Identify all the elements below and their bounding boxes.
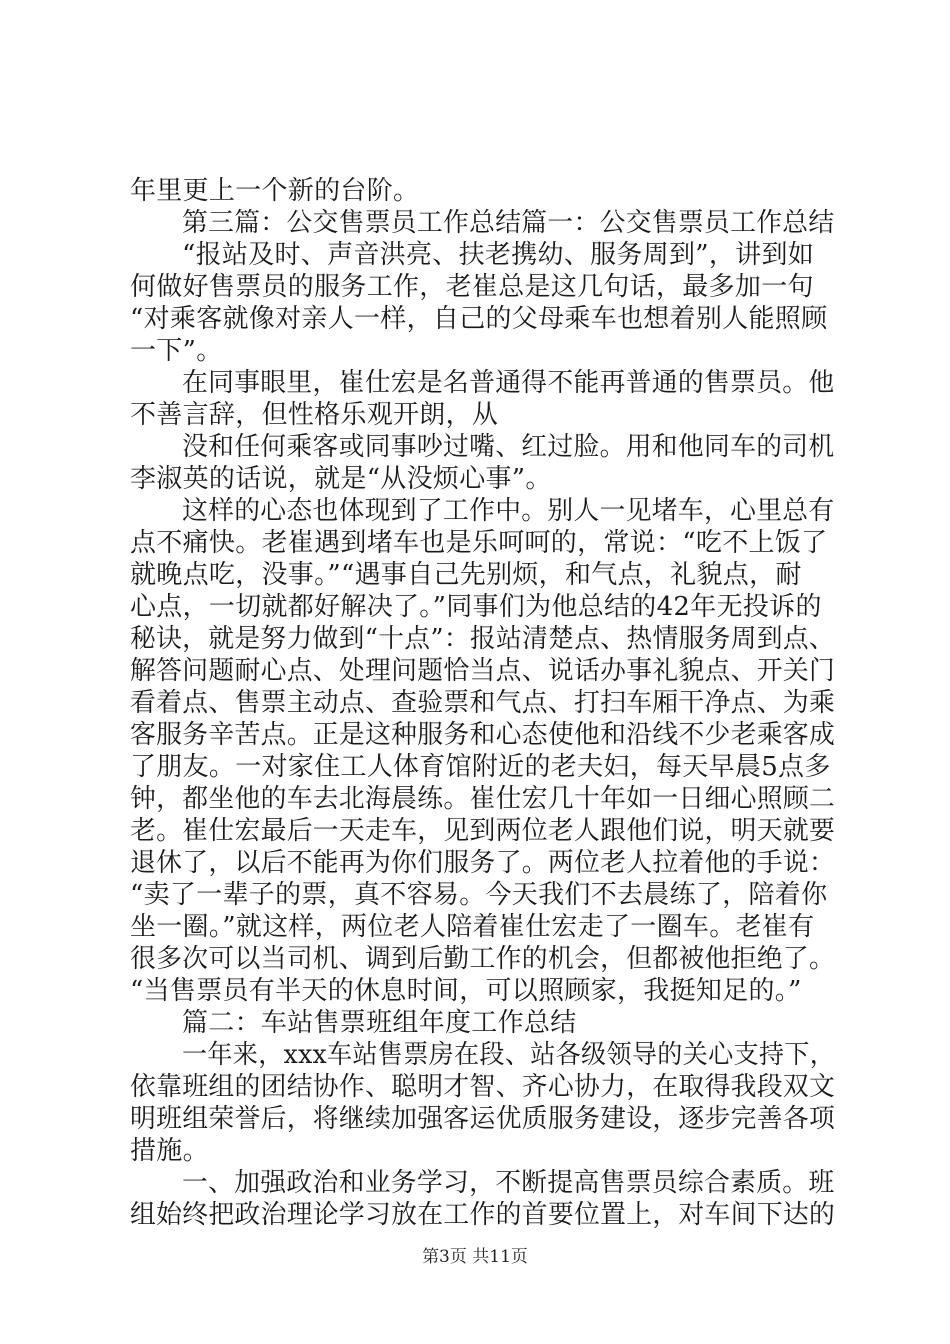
- text-line: 在同事眼里，崔仕宏是名普通得不能再普通的售票员。他: [182, 368, 835, 398]
- text-line: 坐一圈。”就这样，两位老人陪着崔仕宏走了一圈车。老崔有: [130, 912, 815, 942]
- text-line: 客服务辛苦点。正是这种服务和心态使他和沿线不少老乘客成: [130, 720, 836, 750]
- text-line: “卖了一辈子的票，真不容易。今天我们不去晨练了，陪着你: [130, 880, 828, 910]
- section-heading: 第三篇：公交售票员工作总结篇一：公交售票员工作总结: [182, 208, 835, 238]
- text-line: 点不痛快。老崔遇到堵车也是乐呵呵的，常说：“吃不上饭了: [130, 528, 828, 558]
- text-line: 明班组荣誉后，将继续加强客运优质服务建设，逐步完善各项: [130, 1104, 836, 1134]
- text-line: “当售票员有半天的休息时间，可以照顾家，我挺知足的。”: [130, 976, 802, 1006]
- text-line: 钟，都坐他的车去北海晨练。崔仕宏几十年如一日细心照顾二: [130, 784, 836, 814]
- text-line: 就晚点吃，没事。”“遇事自己先别烦，和气点，礼貌点，耐: [130, 560, 802, 590]
- text-line: 一年来，xxx车站售票房在段、站各级领导的关心支持下，: [182, 1040, 836, 1070]
- text-line: 年里更上一个新的台阶。: [130, 176, 420, 206]
- text-line: 老。崔仕宏最后一天走车，见到两位老人跟他们说，明天就要: [130, 816, 836, 846]
- text-line: 看着点、售票主动点、查验票和气点、打扫车厢干净点、为乘: [130, 688, 836, 718]
- text-line: 依靠班组的团结协作、聪明才智、齐心协力，在取得我段双文: [130, 1072, 836, 1102]
- text-line: “报站及时、声音洪亮、扶老携幼、服务周到”，讲到如: [182, 240, 815, 270]
- text-line: 退休了，以后不能再为你们服务了。两位老人拉着他的手说：: [130, 848, 836, 878]
- section-heading: 篇二：车站售票班组年度工作总结: [182, 1008, 577, 1038]
- text-line: 措施。: [130, 1136, 209, 1166]
- text-line: “对乘客就像对亲人一样，自己的父母乘车也想着别人能照顾: [130, 304, 828, 334]
- page-number-footer: 第3页 共11页: [422, 1247, 528, 1267]
- text-line: 心点，一切就都好解决了。”同事们为他总结的42年无投诉的: [130, 592, 822, 622]
- text-line: 何做好售票员的服务工作，老崔总是这几句话，最多加一句: [130, 272, 814, 302]
- text-line: 李淑英的话说，就是“从没烦心事”。: [130, 464, 552, 494]
- text-line: 一、加强政治和业务学习，不断提高售票员综合素质。班: [182, 1168, 835, 1198]
- text-line: 没和任何乘客或同事吵过嘴、红过脸。用和他同车的司机: [182, 432, 835, 462]
- text-line: 解答问题耐心点、处理问题恰当点、说话办事礼貌点、开关门: [130, 656, 836, 686]
- text-line: 一下”。: [130, 336, 223, 366]
- text-line: 组始终把政治理论学习放在工作的首要位置上，对车间下达的: [130, 1200, 836, 1230]
- text-line: 不善言辞，但性格乐观开朗，从: [130, 400, 499, 430]
- text-line: 秘诀，就是努力做到“十点”：报站清楚点、热情服务周到点、: [130, 624, 836, 654]
- text-line: 这样的心态也体现到了工作中。别人一见堵车，心里总有: [182, 496, 835, 526]
- text-line: 了朋友。一对家住工人体育馆附近的老夫妇，每天早晨5点多: [130, 752, 831, 782]
- text-line: 很多次可以当司机、调到后勤工作的机会，但都被他拒绝了。: [130, 944, 836, 974]
